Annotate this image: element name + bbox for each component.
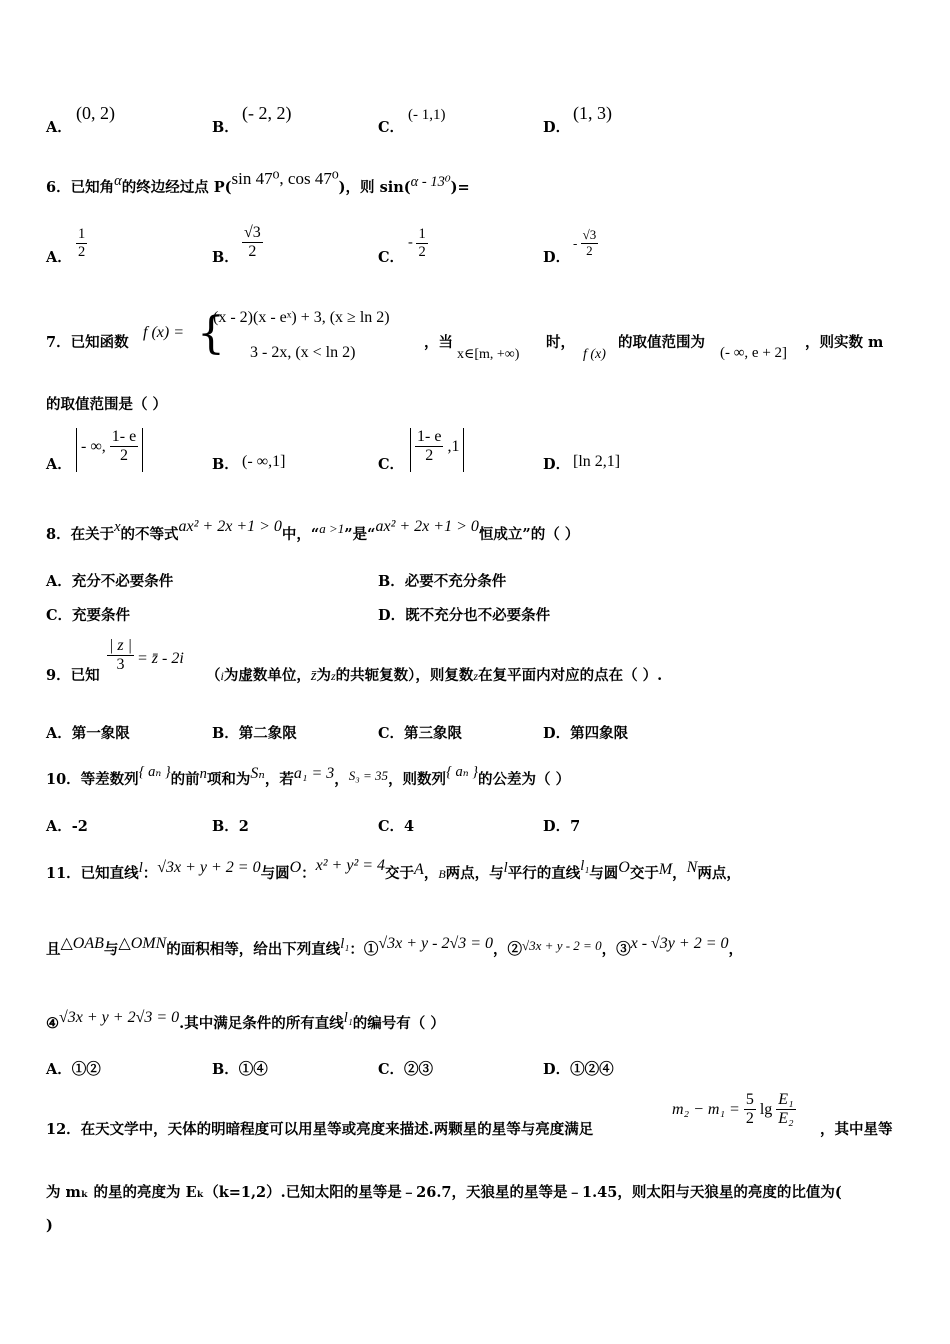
q7-option-d: [ln 2,1] [573,453,621,470]
q10-mid4: ，则数列 [388,771,447,788]
q9-option-c: 第三象限 [404,725,463,742]
q12-e-num: E₁ [778,1091,794,1108]
q10-an: { aₙ } [138,764,171,780]
q5-option-b: (- 2, 2) [242,103,292,123]
q9-option-d-letter: D． [543,725,571,742]
q12-frac-num: 5 [745,1091,754,1108]
q10-option-a-letter: A． [46,818,72,835]
q11-l1b: l₁ [340,936,350,952]
q12-frac-den: 2 [745,1110,754,1128]
q6-c-num: 1 [418,226,426,242]
q11-circle: x² + y² = 4 [315,857,386,874]
q9-note1: （ [206,667,221,684]
q8-ineq2: ax² + 2x +1 > 0 [375,518,479,535]
q8-option-c: 充要条件 [72,607,131,624]
q7-a-den: 2 [110,446,138,465]
q9-z2: z [473,669,479,683]
q11-l2-mid5: ，③ [601,941,631,958]
q5-option-b-letter: B． [212,119,239,136]
q7-c-den: 2 [415,446,443,465]
q6-a-num: 1 [78,226,86,242]
q11-l2-mid2: 的面积相等，给出下列直线 [166,941,341,958]
q5-option-d: (1, 3) [573,103,612,123]
q11-l2-mid4: ，② [493,941,523,958]
q11-M: M [658,861,673,878]
q8-mid3: ”是“ [344,526,376,543]
q8-ineq: ax² + 2x +1 > 0 [178,518,282,535]
q6-alpha: α [114,173,122,189]
q7-range: (- ∞, e + 2] [720,345,788,361]
q6-mid: 的终边经过点 P( [121,179,232,196]
q9-i: i [220,669,224,683]
q7-line2: 的取值范围是（ ） [46,396,168,413]
q10-option-b-letter: B． [212,818,239,835]
q7-option-c-letter: C． [378,456,405,473]
q10-option-d: 7 [570,818,581,835]
q6-option-b [242,224,263,262]
q9-option-a-letter: A． [46,725,72,742]
q10-option-b: 2 [238,818,249,835]
q6-b-num: √3 [244,224,261,241]
q12-line2: 为 mₖ 的星的亮度为 Eₖ（k=1,2）.已知太阳的星等是﹣26.7，天狼星的星等是﹣1.45，则太阳与天狼星的亮度的比值为( [46,1184,842,1201]
q11-l1c: l₁ [343,1010,353,1026]
q10-sn: Sₙ [250,765,265,782]
q8-mid2: 中，“ [281,526,320,543]
q11-option-a: ①② [71,1061,101,1078]
q9-prefix: 9．已知 [46,667,100,684]
q6-d-sign: - [573,235,578,251]
q11-l: l [138,860,143,876]
q11-O2: O [618,859,630,876]
q8-option-b: 必要不充分条件 [404,573,507,590]
q11-colon: ： [142,865,158,882]
q8-option-a: 充分不必要条件 [71,573,174,590]
q11-l2-mid: 与 [103,941,119,958]
q7-case2: 3 - 2x, (x < ln 2) [250,344,356,361]
q7-case1: (x - 2)(x - eˣ) + 3, (x ≥ ln 2) [213,309,390,326]
q11-eq1: √3x + y - 2√3 = 0 [378,935,494,952]
q11-colon2: ： [301,865,316,882]
q9-fraction [107,637,134,675]
q10-mid3: ，若 [264,771,294,788]
q11-eq4: √3x + y + 2√3 = 0 [59,1009,180,1026]
q7-c-num: 1- e [417,428,442,445]
q6-d-num: √3 [582,227,597,242]
q10-option-c-letter: C． [378,818,405,835]
q6-mid2: )，则 sin( [338,179,411,196]
q10-comma: ， [334,771,349,788]
q10-end: 的公差为（ ） [478,771,571,788]
q9-z: z [331,669,336,683]
q8-option-a-letter: A． [46,573,72,590]
q7-domain: x∈[m, +∞) [457,347,520,362]
q6-c-den: 2 [418,243,426,260]
q6-b-den: 2 [242,242,263,261]
q7-brace: { [197,308,225,359]
q12-line3: ) [46,1217,53,1234]
q8-option-d-letter: D． [378,607,406,624]
q12-lg: lg [759,1100,773,1118]
q9-den: 3 [107,655,134,674]
q9-option-b-letter: B． [212,725,239,742]
q6-point: sin 47⁰, cos 47⁰ [231,169,339,188]
q7-end: ，则实数 m [805,334,884,351]
q7-option-a-letter: A． [46,456,72,473]
q11-line-eq: √3x + y + 2 = 0 [157,859,261,876]
q7-option-c [410,428,464,472]
q11-mid1: 与圆 [260,865,290,882]
q9-end: 在复平面内对应的点在（ ）. [478,667,663,684]
q11-end1: 两点， [697,865,741,882]
q5-option-c-letter: C． [378,119,405,136]
q5-option-a: (0, 2) [76,103,115,123]
q9-rhs: = z̄ - 2i [137,650,184,667]
q8-x: x [114,519,121,535]
q10-option-a: -2 [71,818,88,835]
q11-line2 [46,935,743,959]
q6-expr: α - 13⁰ [410,174,451,190]
q11-l3-prefix: ④ [46,1015,59,1032]
q8-prefix: 8．在关于 [46,526,115,543]
q10-prefix: 10．等差数列 [46,771,139,788]
q9-stem-rest [206,664,662,685]
q6-option-c-letter: C． [378,249,405,266]
q11-prefix: 11．已知直线 [46,865,139,882]
q6-option-d [573,228,598,259]
q11-mid3: 两点，与 [445,865,504,882]
q6-a-den: 2 [78,243,86,260]
q6-stem [46,169,470,197]
q11-A: A [414,861,424,878]
q8-stem [46,518,580,544]
q11-l3-mid: .其中满足条件的所有直线 [179,1015,344,1032]
q7-fx2: f (x) [583,347,606,362]
q9-note3: 为 [316,667,331,684]
q6-option-a [76,226,87,260]
q10-mid2: 项和为 [206,771,251,788]
q11-l2-mid3: ：① [349,941,379,958]
q11-l3-end: 的编号有（ ） [352,1015,445,1032]
q9-note4: 的共轭复数），则复数 [335,667,474,684]
q7-option-a [76,428,143,472]
q11-option-a-letter: A． [46,1061,72,1078]
q11-omn: △OMN [118,935,167,952]
q9-option-a: 第一象限 [71,725,130,742]
q11-N: N [686,859,698,876]
q10-mid1: 的前 [170,771,200,788]
q7-option-b-letter: B． [212,456,239,473]
q8-mid: 的不等式 [120,526,179,543]
q5-option-c: (- 1,1) [408,107,446,123]
q11-l2-prefix: 且 [46,941,61,958]
q6-option-d-letter: D． [543,249,571,266]
q7-when: ，当 [424,334,453,351]
q10-option-c: 4 [404,818,415,835]
q11-l2-end: ， [728,941,743,958]
q7-fx: f (x) = [143,324,184,341]
q6-option-b-letter: B． [212,249,239,266]
q11-l1: l₁ [580,858,590,874]
q5-option-a-letter: A． [46,119,72,136]
q6-option-c [408,226,428,260]
q12-e-den: E₂ [778,1110,794,1128]
q5-option-d-letter: D． [543,119,571,136]
q11-l-b: l [503,860,508,876]
q9-zbar: z̄ [310,668,317,684]
q11-mid6: 交于 [629,865,659,882]
q11-comma2: ， [672,865,687,882]
q11-option-b-letter: B． [212,1061,239,1078]
q11-mid5: 与圆 [589,865,619,882]
q11-option-c-letter: C． [378,1061,405,1078]
q6-option-a-letter: A． [46,249,72,266]
q10-a1: a₁ = 3 [293,765,335,782]
q11-oab: △OAB [60,935,104,952]
q6-prefix: 6．已知角 [46,179,115,196]
q7-a-num: 1- e [111,428,137,445]
q10-n: n [199,766,207,782]
q11-line3 [46,1009,445,1033]
q7-shi: 时， [546,334,575,351]
q12-formula [672,1091,796,1129]
q11-mid4: 平行的直线 [507,865,581,882]
q11-B: B [438,867,446,881]
q12-line1-end: ，其中星等 [820,1121,893,1138]
q7-c-post: ,1 [447,437,460,455]
q9-note2: 为虚数单位， [223,667,311,684]
q9-option-d: 第四象限 [570,725,629,742]
q10-an2: { aₙ } [446,764,479,780]
q10-s3: S₃ = 35 [348,768,389,783]
q6-end: )= [450,179,470,196]
q8-option-d: 既不充分也不必要条件 [405,607,551,624]
q7-prefix: 7．已知函数 [46,334,129,351]
q11-eq2: √3x + y - 2 = 0 [522,938,602,953]
q11-O: O [289,859,302,876]
q7-range-label: 的取值范围为 [618,334,705,351]
q11-option-d-letter: D． [543,1061,571,1078]
q11-option-d: ①②④ [570,1061,614,1078]
q11-option-b: ①④ [238,1061,268,1078]
q11-mid2: 交于 [385,865,415,882]
q6-c-sign: - [408,234,413,251]
q9-option-c-letter: C． [378,725,405,742]
q9-num: | z | [109,637,133,654]
q8-option-c-letter: C． [46,607,73,624]
q8-end: 恒成立”的（ ） [478,526,580,543]
q8-option-b-letter: B． [378,573,405,590]
q11-comma: ， [423,865,439,882]
q12-line1: 12．在天文学中，天体的明暗程度可以用星等或亮度来描述.两颗星的星等与亮度满足 [46,1121,594,1138]
q9-option-b: 第二象限 [238,725,297,742]
q11-line1 [46,857,741,883]
q12-formula-lhs: m₂ − m₁ = [672,1100,740,1118]
q11-eq3: x - √3y + 2 = 0 [630,935,729,952]
q11-option-c: ②③ [404,1061,434,1078]
q7-option-d-letter: D． [543,456,571,473]
q7-option-b: (- ∞,1] [242,453,286,470]
q7-a-pre: - ∞, [81,437,106,455]
q10-option-d-letter: D． [543,818,571,835]
q6-d-den: 2 [581,243,599,259]
q10-stem [46,764,571,789]
q8-cond: a >1 [319,521,345,536]
